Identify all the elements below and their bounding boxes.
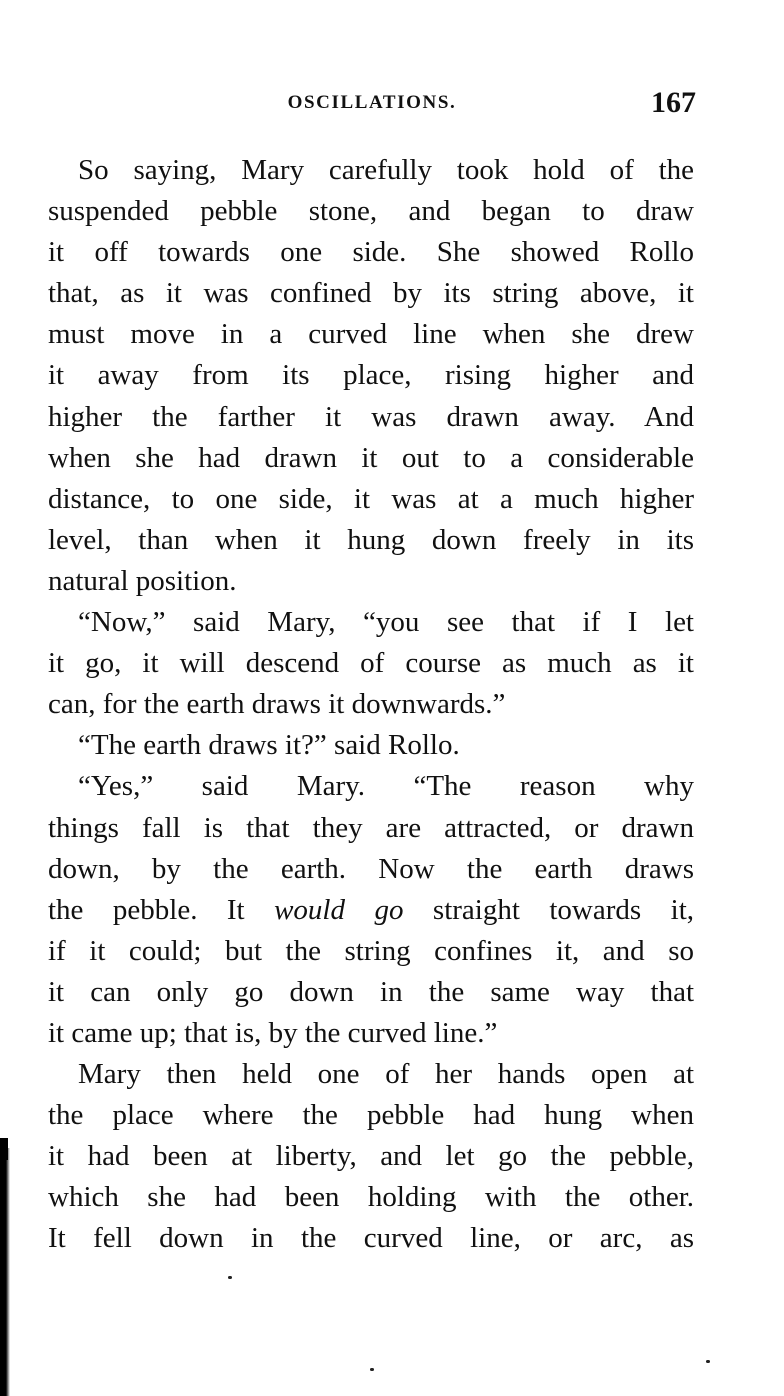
text-line: it away from its place, rising higher and — [48, 359, 694, 392]
text-line: which she had been holding with the other. — [48, 1181, 694, 1214]
text-segment: the pebble. It — [48, 893, 275, 926]
text-line: suspended pebble stone, and began to draw — [48, 195, 694, 228]
text-line: distance, to one side, it was at a much higher — [48, 482, 694, 515]
text-line: must move in a curved line when she drew — [48, 318, 694, 351]
text-line: So saying, Mary carefully took hold of the — [78, 154, 694, 186]
text-line: “Now,” said Mary, “you see that if I let — [78, 606, 694, 639]
text-line: that, as it was confined by its string above, it — [48, 277, 694, 310]
text-line: when she had drawn it out to a considerable — [48, 441, 694, 474]
text-segment: straight towards it, — [403, 893, 694, 926]
body-text — [48, 150, 694, 1260]
text-line: it had been at liberty, and let go the pebble, — [48, 1140, 694, 1173]
text-line: things fall is that they are attracted, or drawn — [48, 811, 694, 844]
text-line: it can only go down in the same way that — [48, 975, 694, 1008]
text-line: higher the farther it was drawn away. And — [48, 400, 694, 433]
text-line: “Yes,” said Mary. “The reason why — [78, 770, 694, 803]
text-line: down, by the earth. Now the earth draws — [48, 852, 694, 885]
text-line: it go, it will descend of course as much as it — [48, 647, 694, 680]
text-line: it off towards one side. She showed Rollo — [48, 236, 694, 269]
text-line: natural position. — [48, 564, 237, 597]
scan-speck — [370, 1368, 374, 1371]
scan-speck — [228, 1276, 232, 1279]
scan-edge-mark — [0, 1148, 10, 1396]
text-line: it came up; that is, by the curved line.” — [48, 1016, 498, 1049]
scan-speck — [706, 1360, 710, 1363]
text-line: Mary then held one of her hands open at — [78, 1058, 694, 1091]
text-line: can, for the earth draws it downwards.” — [48, 688, 506, 721]
text-line: “The earth draws it?” said Rollo. — [78, 729, 460, 762]
text-line: level, than when it hung down freely in its — [48, 523, 694, 556]
running-head: OSCILLATIONS. — [287, 92, 457, 113]
page-header — [48, 86, 696, 126]
text-line: the place where the pebble had hung when — [48, 1099, 694, 1132]
page-number: 167 — [651, 86, 696, 119]
text-line — [48, 890, 694, 931]
italic-phrase: would go — [274, 893, 404, 926]
text-line: It fell down in the curved line, or arc, as — [48, 1222, 694, 1255]
text-line: if it could; but the string confines it, and so — [48, 934, 694, 967]
